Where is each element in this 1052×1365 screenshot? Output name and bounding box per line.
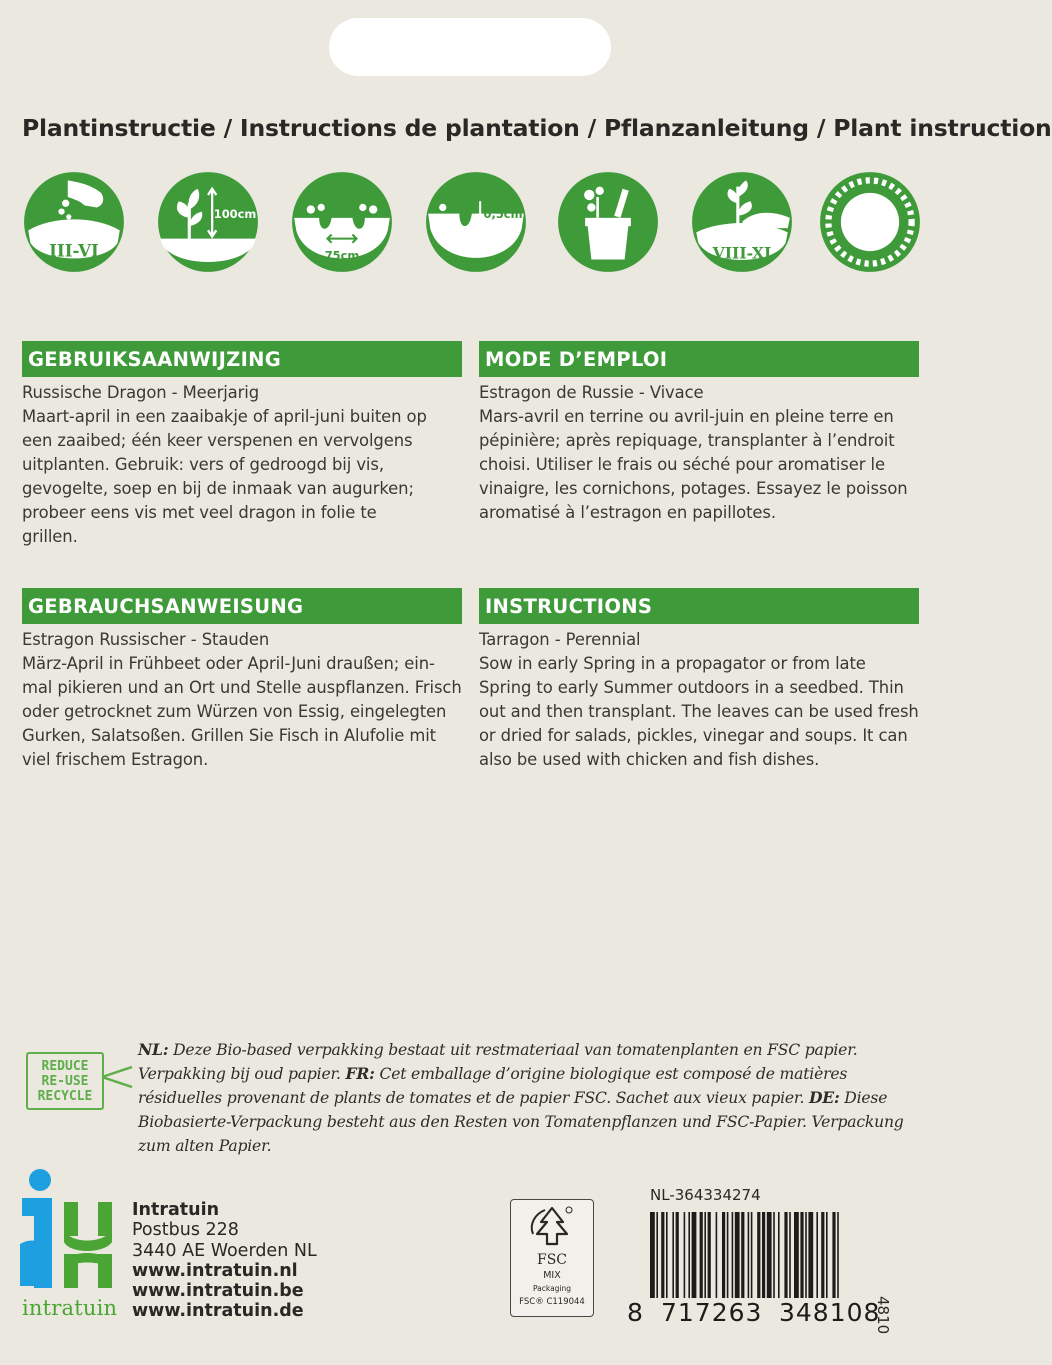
recycle-badge-line: REDUCE	[41, 1059, 89, 1074]
barcode-bar	[741, 1212, 744, 1298]
eco-lang-de: DE:	[808, 1088, 840, 1107]
eco-text-de: Diese Biobasierte-Verpackung besteht aus den Resten von Tomatenpflanzen und FSC-Papier. Verpackung zum alten Papier.	[138, 1089, 904, 1155]
section-subtitle: Russische Dragon - Meerjarig	[22, 383, 260, 402]
section-line: Gurken, Salatsoßen. Grillen Sie Fisch in Alufolie mit	[22, 726, 437, 745]
barcode-bar	[837, 1212, 839, 1298]
section-line: Sow in early Spring in a propagator or from late	[479, 654, 866, 673]
badge-pointer-icon	[102, 1065, 134, 1089]
barcode-bar	[716, 1212, 718, 1298]
barcode-bar	[778, 1212, 780, 1298]
barcode-bar	[704, 1212, 706, 1298]
section-body-fr	[479, 381, 919, 525]
barcode-bar	[773, 1212, 775, 1298]
barcode-bar	[784, 1212, 787, 1298]
section-body-nl	[22, 381, 462, 549]
company-name: Intratuin	[132, 1200, 220, 1220]
barcode-bar	[800, 1212, 803, 1298]
barcode-digit-group-right: 348108	[779, 1298, 881, 1327]
section-nl	[22, 341, 462, 549]
barcode-bar	[762, 1212, 765, 1298]
icon-label: III-VI	[49, 240, 99, 261]
section-line: een zaaibed; één keer verspenen en vervolgens	[22, 431, 413, 450]
barcode-bar	[816, 1212, 818, 1298]
recycle-badge-line: RECYCLE	[37, 1089, 93, 1104]
section-line: gevogelte, soep en bij de inmaak van augurken;	[22, 479, 414, 498]
section-line: Maart-april in een zaaibakje of april-juni buiten op	[22, 407, 427, 426]
section-line: or dried for salads, pickles, vinegar and soups. It can	[479, 726, 908, 745]
barcode-bar	[656, 1212, 658, 1298]
section-line: probeer eens vis met veel dragon in folie te	[22, 503, 377, 522]
website-link-de[interactable]: www.intratuin.de	[132, 1301, 304, 1322]
full-sun-icon	[818, 170, 922, 274]
plant-height-icon	[156, 170, 260, 274]
company-address	[132, 1200, 317, 1322]
section-subtitle: Tarragon - Perennial	[479, 630, 641, 649]
section-line: März-April in Frühbeet oder April-Juni draußen; ein-	[22, 654, 435, 673]
barcode-bar	[832, 1212, 835, 1298]
icon-label: 75cm	[324, 248, 360, 263]
barcode-bar	[757, 1212, 760, 1298]
section-header-nl: GEBRUIKSAANWIJZING	[22, 341, 462, 377]
logo-wordmark: intratuin	[22, 1296, 118, 1320]
eco-statement	[138, 1038, 918, 1158]
barcode-bar	[748, 1212, 750, 1298]
eco-lang-fr: FR:	[345, 1064, 375, 1083]
barcode-bar	[751, 1212, 753, 1298]
barcode-bar	[805, 1212, 807, 1298]
section-line: grillen.	[22, 527, 78, 546]
section-de	[22, 588, 462, 772]
fsc-label: FSC	[536, 1252, 568, 1268]
sowing-depth-icon	[424, 170, 528, 274]
eco-text-nl: Deze Bio-based verpakking bestaat uit restmateriaal van tomatenplanten en FSC papier. Verpakking bij oud papier.	[138, 1041, 858, 1083]
barcode-digit-prefix: 8	[627, 1298, 643, 1327]
section-body-de	[22, 628, 462, 772]
section-line: out and then transplant. The leaves can be used fresh	[479, 702, 919, 721]
barcode-bar	[661, 1212, 664, 1298]
icon-label: 100cm	[213, 206, 257, 221]
barcode-bar	[708, 1212, 711, 1298]
section-header-fr: MODE D’EMPLOI	[479, 341, 919, 377]
barcode-bar	[722, 1212, 725, 1298]
barcode-bar	[666, 1212, 668, 1298]
section-line: uitplanten. Gebruik: vers of gedroogd bij vis,	[22, 455, 384, 474]
barcode-bar	[727, 1212, 729, 1298]
section-subtitle: Estragon de Russie - Vivace	[479, 383, 704, 402]
barcode-bar	[789, 1212, 791, 1298]
barcode-bar	[684, 1212, 686, 1298]
hang-hole	[329, 18, 611, 76]
section-en	[479, 588, 919, 772]
barcode-id: NL-364334274	[650, 1186, 761, 1204]
section-line: mal pikieren und an Ort und Stelle auspflanzen. Frisch	[22, 678, 462, 697]
sowing-hand-icon	[22, 170, 126, 274]
fsc-tree-icon	[527, 1204, 577, 1248]
eco-lang-nl: NL:	[138, 1040, 169, 1059]
page-title: Plantinstructie / Instructions de plantation / Pflanzanleitung / Plant instruction	[22, 114, 1052, 142]
barcode-bar	[650, 1212, 655, 1298]
barcode-bar	[826, 1212, 828, 1298]
icon-label: 0,5cm	[483, 206, 523, 221]
barcode-bar	[794, 1212, 799, 1298]
barcode-bar	[821, 1212, 824, 1298]
barcode-bar	[688, 1212, 690, 1298]
row-spacing-icon	[290, 170, 394, 274]
recycle-badge-line: RE-USE	[41, 1074, 89, 1089]
barcode-bar	[808, 1212, 813, 1298]
recycle-badge	[26, 1052, 104, 1110]
fsc-logo	[510, 1199, 594, 1317]
barcode-bar	[767, 1212, 772, 1298]
transplant-hand-icon	[690, 170, 794, 274]
address-line: Postbus 228	[132, 1220, 239, 1241]
eco-text-fr: Cet emballage d’origine biologique est composé de matières résiduelles provenant de plants de tomates et de papier FSC. Sachet aux vieux papier.	[138, 1065, 848, 1107]
section-header-de: GEBRAUCHSANWEISUNG	[22, 588, 462, 624]
section-line: also be used with chicken and fish dishes.	[479, 750, 820, 769]
section-subtitle: Estragon Russischer - Stauden	[22, 630, 270, 649]
side-code: 4810	[874, 1296, 892, 1335]
website-link-nl[interactable]: www.intratuin.nl	[132, 1260, 298, 1281]
barcode-bar	[732, 1212, 734, 1298]
fsc-license-code: FSC® C119044	[519, 1297, 585, 1307]
section-line: aromatisé à l’estragon en papillotes.	[479, 503, 776, 522]
section-line: oder getrocknet zum Würzen von Essig, eingelegten	[22, 702, 447, 721]
section-fr	[479, 341, 919, 525]
barcode-bar	[700, 1212, 703, 1298]
section-line: viel frischem Estragon.	[22, 750, 209, 769]
icon-label: VIII-XI	[712, 243, 772, 263]
address-line: 3440 AE Woerden NL	[132, 1240, 317, 1261]
website-link-be[interactable]: www.intratuin.be	[132, 1281, 304, 1302]
section-line: choisi. Utiliser le frais ou séché pour aromatiser le	[479, 455, 885, 474]
barcode-bar	[735, 1212, 740, 1298]
icon-row	[0, 170, 940, 275]
barcode-digit-group-left: 717263	[661, 1298, 763, 1327]
fsc-mix: MIX	[543, 1270, 561, 1281]
fsc-packaging: Packaging	[532, 1284, 572, 1293]
barcode-bar	[676, 1212, 679, 1298]
section-line: pépinière; après repiquage, transplanter à l’endroit	[479, 431, 895, 450]
section-header-en: INSTRUCTIONS	[479, 588, 919, 624]
section-body-en	[479, 628, 919, 772]
barcode-bar	[692, 1212, 697, 1298]
pot-planting-icon	[556, 170, 660, 274]
section-line: Spring to early Summer outdoors in a seedbed. Thin	[479, 678, 904, 697]
section-line: vinaigre, les cornichons, potages. Essayez le poisson	[479, 479, 908, 498]
barcode-bar	[672, 1212, 674, 1298]
section-line: Mars-avril en terrine ou avril-juin en pleine terre en	[479, 407, 894, 426]
